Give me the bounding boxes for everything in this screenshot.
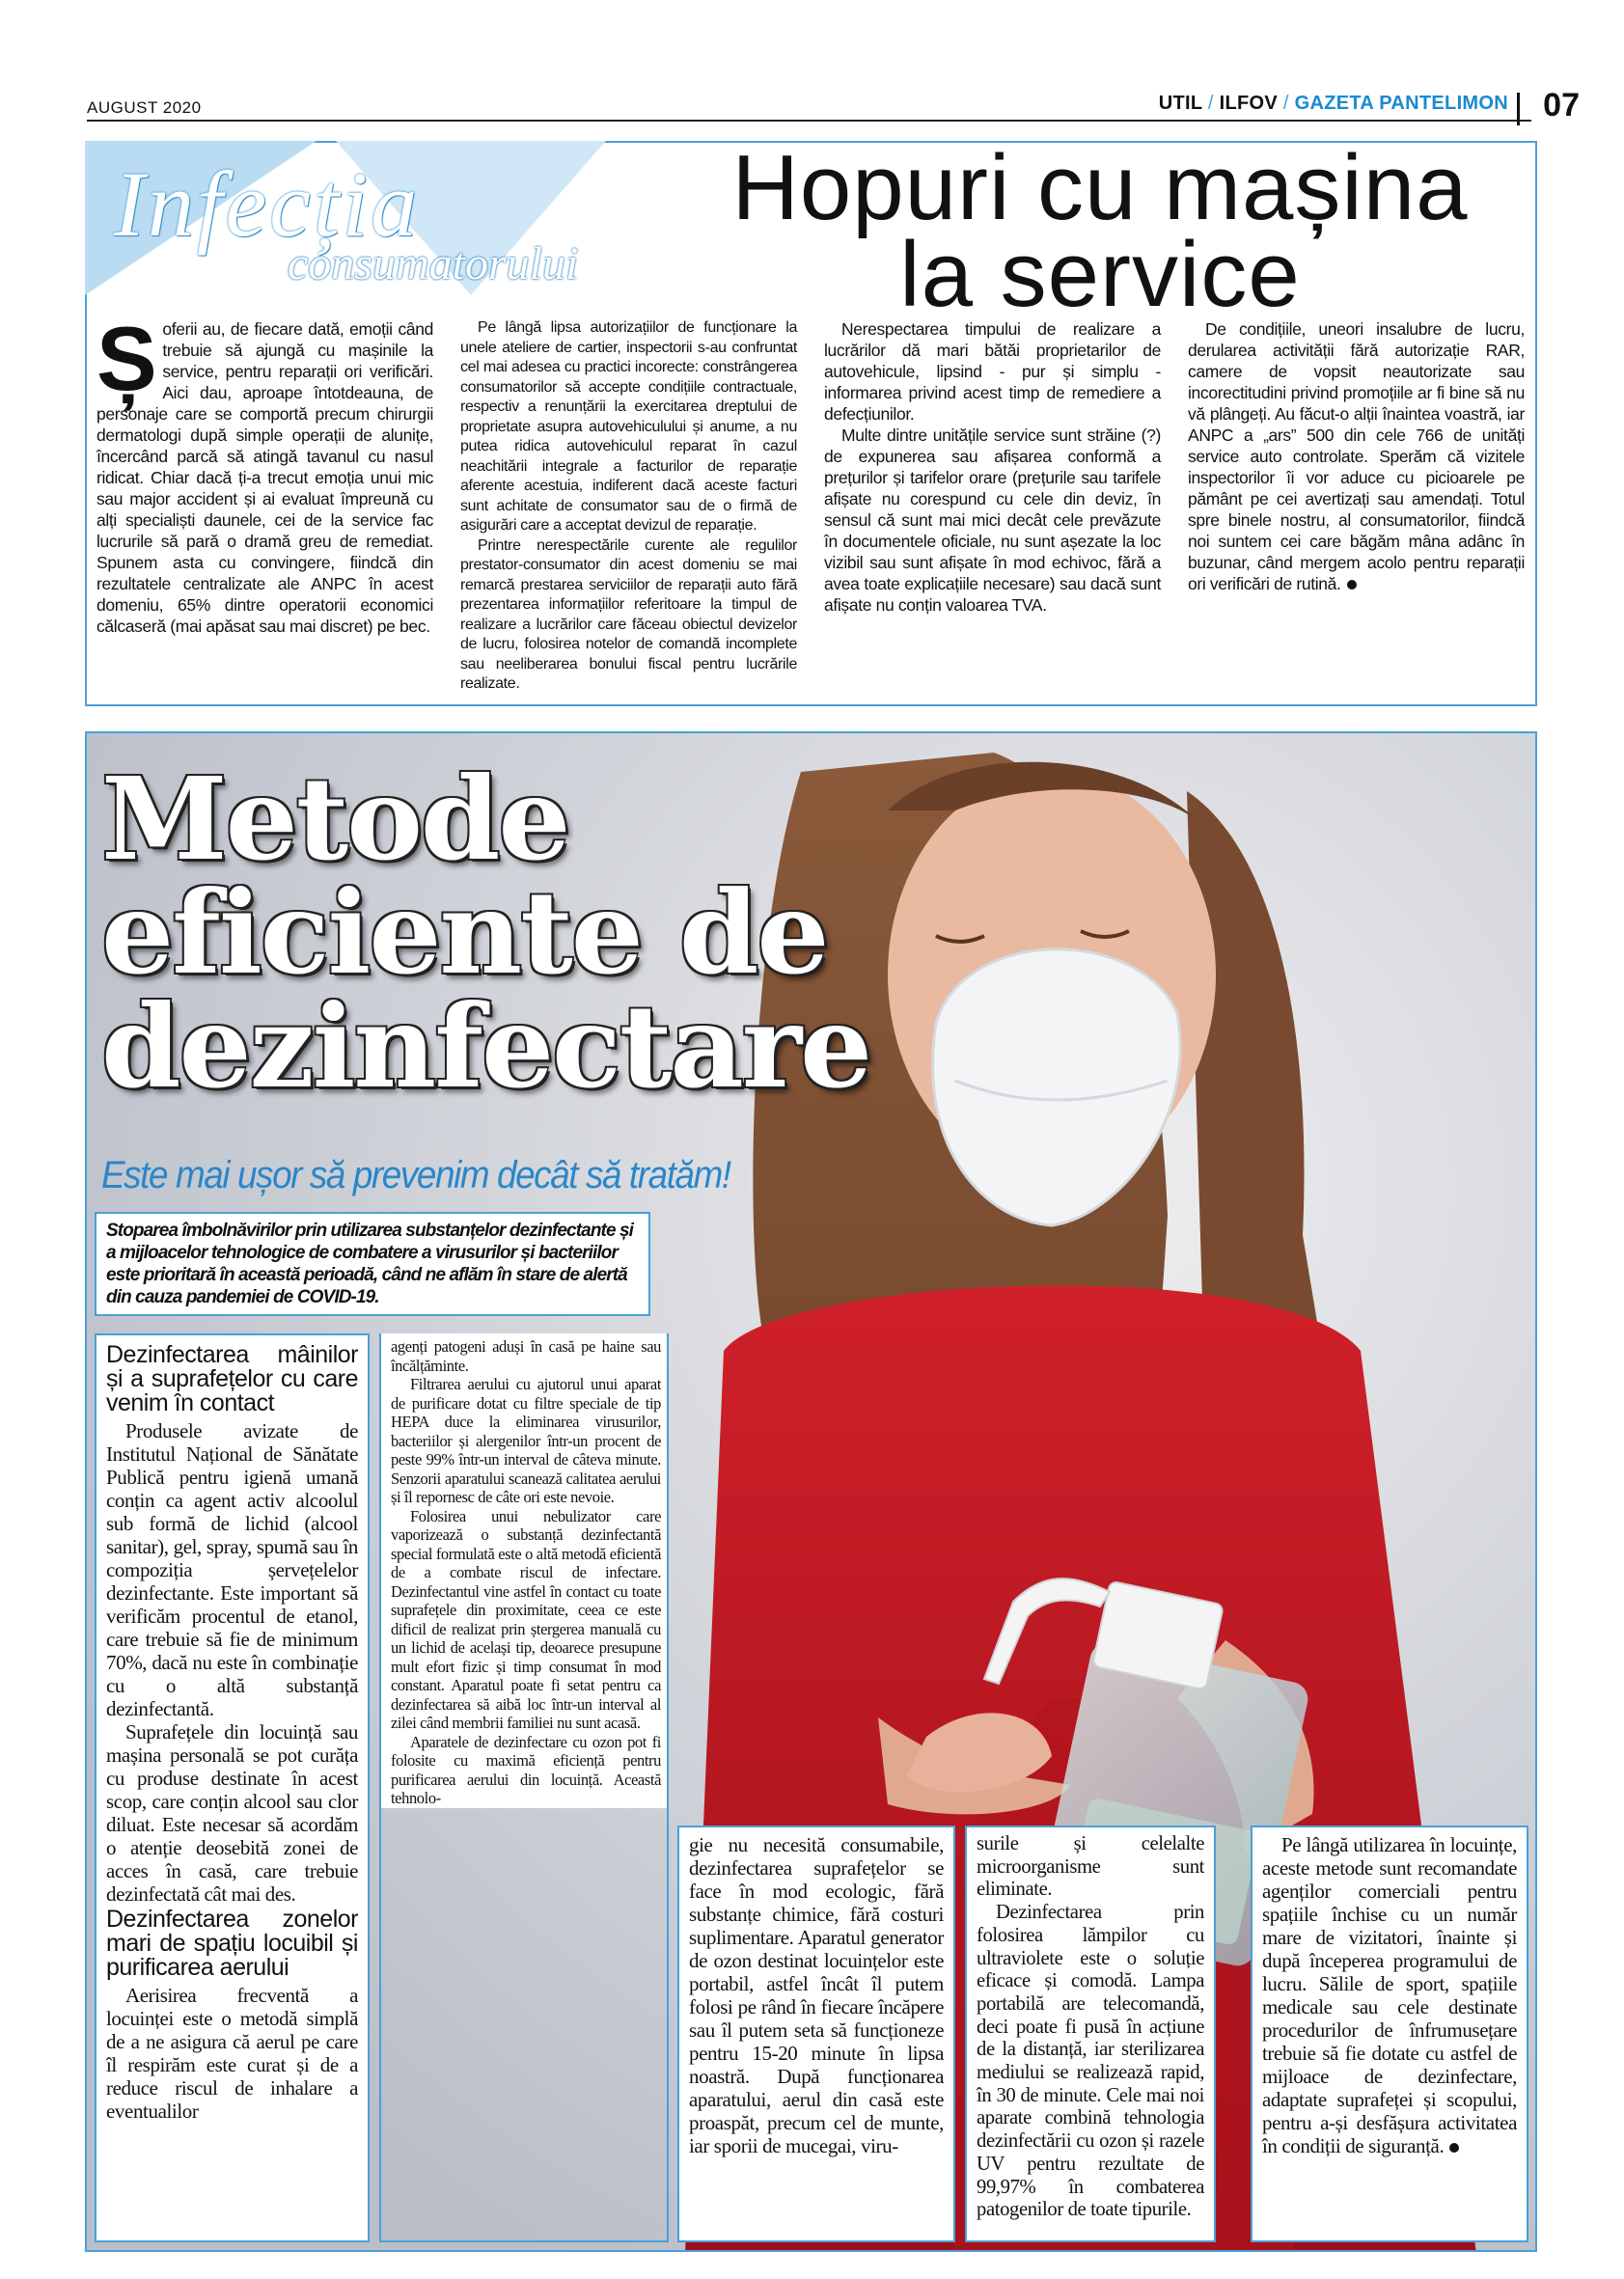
article1-column bbox=[460, 318, 797, 700]
article1-column bbox=[1188, 318, 1525, 700]
article2-column bbox=[95, 1333, 370, 2242]
publication-name: GAZETA PANTELIMON bbox=[1294, 93, 1508, 114]
article2-column bbox=[677, 1826, 955, 2242]
article1-paragraph: Pe lângă lipsa autorizațiilor de funcționare la unele ateliere de cartier, inspectorii s-au confruntat cel mai adesea cu practici incorecte: constrângerea consumatorilor să accepte condițiile contractuale, respectiv a renunțării la exercitarea dreptului de proprietate asupra autovehiculului și anume, a nu putea ridica autovehiculul reparat în cazul neachitării integrale a facturilor de reparație aferente acestuia, indiferent dacă aceste facturi sunt achitate de consumator sau de o firmă de asigurări care a acceptat devizul de reparație. bbox=[460, 319, 797, 534]
article2-paragraph: gie nu necesită consumabile, dezinfectarea suprafețelor se face în mod ecologic, fără substanțe chimice, fără costuri suplimentare. Aparatul generator de ozon destinat locuințelor este portabil, astfel încât îl putem folosi pe rând în fiecare încăpere sau îl putem seta să funcționeze pentru 15-20 minute în lipsa noastră. După funcționarea aparatului, aerul din casă este proaspăt, precum cel de munte, iar sporii de mucegai, viru- bbox=[689, 1833, 944, 2157]
article2-subtitle: Este mai ușor să prevenim decât să tratăm! bbox=[101, 1154, 730, 1196]
header-rule bbox=[87, 120, 1531, 122]
article2-paragraph: Aerisirea frecventă a locuinței este o metodă simplă de a ne asigura că aerul pe care îl respirăm este curat și de a reduce riscul de inhalare a eventualilor bbox=[106, 1984, 358, 2123]
article2-paragraph: Suprafețele din locuință sau mașina personală se pot curăța cu produse destinate în acest scop, care conțin alcool sau clor diluat. Este necesar să acordăm o atenție deosebită zonei de acces în casă, care trebuie dezinfectată cât mai des. bbox=[106, 1720, 358, 1906]
section-breadcrumb bbox=[1159, 93, 1508, 115]
article1-title-line: Hopuri cu mașina bbox=[731, 136, 1469, 239]
article2-paragraph: Folosirea unui nebulizator care vaporizează o substanță dezinfectantă special formulată este o altă metodă eficientă de a combate riscul de infectare. Dezinfectantul vine astfel în contact cu toate suprafețele din proximitate, ceea ce este dificil de realizat prin ștergerea manuală cu un lichid de același tip, deoarece presupune mult efort fizic și timp consumat în mod constant. Aparatul poate fi setat pentru ca dezinfectarea să aibă loc într-un interval al zilei când membrii familiei nu sunt acasă. bbox=[391, 1506, 661, 1732]
article1-paragraph: Nerespectarea timpului de realizare a lucrărilor dă mari bătăi proprietarilor de autovehicule, lipsind - pur și simplu - informarea privind acest timp de remediere a defecțiunilor. bbox=[824, 319, 1161, 424]
section-heading: Dezinfectarea mâinilor și a suprafețelor cu care venim în contact bbox=[106, 1341, 358, 1416]
drop-cap: Ș bbox=[96, 308, 157, 409]
article1-title-line: la service bbox=[899, 223, 1301, 326]
rubric-title: Infecția bbox=[114, 152, 421, 256]
breadcrumb-separator: / bbox=[1207, 93, 1214, 114]
section-ilfov: ILFOV bbox=[1219, 93, 1279, 114]
article2-column bbox=[1251, 1826, 1528, 2242]
rubric-subtitle: consumatorului bbox=[288, 238, 579, 289]
article1-title bbox=[675, 136, 1525, 326]
article2-column bbox=[965, 1826, 1216, 2242]
article1-column bbox=[96, 308, 433, 700]
article2-paragraph: Aparatele de dezinfectare cu ozon pot fi folosite cu maximă eficiență pentru purificarea aerului din locuință. Această tehnolo- bbox=[391, 1732, 661, 1807]
article2-title bbox=[101, 752, 871, 1113]
article2-title-line: eficiente de bbox=[101, 865, 828, 1000]
article2-paragraph: Filtrarea aerului cu ajutorul unui aparat de purificare dotat cu filtre speciale de tip HEPA duce la eliminarea virusurilor, bacteriilor și alergenilor într-un procent de peste 99% într-un interval de câteva minute. Senzorii aparatului scanează calitatea aerului și îl repornesc de câte ori este nevoie. bbox=[391, 1375, 661, 1506]
rubric-banner bbox=[85, 141, 712, 295]
breadcrumb-separator: / bbox=[1282, 93, 1289, 114]
article2-paragraph: Dezinfectarea prin folosirea lămpilor cu ultraviolete este o soluție eficace și comodă. Lampa portabilă are telecomandă, deci poate fi pusă în acțiune de la distanță, iar sterilizarea mediului se realizează rapid, în 30 de minute. Cele mai noi aparate combină tehnologia dezinfectării cu ozon și razele UV pentru rezultate de 99,97% în combaterea patogenilor de toate tipurile. bbox=[977, 1902, 1204, 2221]
article1-body bbox=[96, 308, 1525, 700]
article1-paragraph: Șoferii au, de fiecare dată, emoții când trebuie să ajungă cu mașinile la service, pentru reparații ori verificări. Aici dau, aproape întotdeauna, de personaje care se comportă precum chirurgii dermatologi după simple operații de alunițe, încercând parcă să atingă tavanul cu nasul ridicat. Chiar dacă ți-a trecut emoția unui mic sau major accident și ai evaluat împreună cu alți specialiști daunele, cei de la service fac lucrurile să pară o dramă greu de remediat. Spunem asta cu convingere, fiindcă din rezultatele centralizate ale ANPC în acest domeniu, 65% dintre operatorii economici călcaseră (mai apăsat sau mai discret) pe bec. bbox=[96, 308, 433, 636]
article2-title-line: Metode bbox=[101, 752, 569, 886]
article2-paragraph: surile și celelalte microorganisme sunt eliminate. bbox=[977, 1833, 1204, 1901]
section-util: UTIL bbox=[1158, 93, 1203, 114]
article2-lead: Stoparea îmbolnăvirilor prin utilizarea substanțelor dezinfectante și a mijloacelor tehnologice de combatere a virusurilor și bacteriilor este prioritară în această perioadă, când ne aflăm în stare de alertă din cauza pandemiei de COVID-19. bbox=[95, 1212, 650, 1316]
issue-date: AUGUST 2020 bbox=[87, 98, 202, 117]
article2-paragraph: Pe lângă utilizarea în locuințe, aceste metode sunt recomandate agenților comerciali pentru spațiile închise cu un număr mare de vizitatori, înainte și după începerea programului de lucru. Sălile de sport, spațiile medicale sau cele destinate procedurilor de înfrumusețare trebuie să fie dotate cu astfel de mijloace de dezinfectare, adaptate suprafeței și scopului, pentru a-și desfășura activitatea în condiții de siguranță. bbox=[1262, 1833, 1517, 2157]
end-mark-icon bbox=[1449, 2143, 1459, 2153]
article1-paragraph: Printre nerespectările curente ale regulilor prestator-consumator din acest domeniu se mai remarcă prestarea serviciilor de reparații auto fără prezentarea informațiilor referitoare la timpul de realizare a lucrărilor care făceau obiectul devizelor de lucru, folosirea notelor de comandă incomplete sau neeliberarea bonului fiscal pentru lucrările realizate. bbox=[460, 536, 797, 692]
article2-column bbox=[381, 1333, 667, 1816]
page-number: 07 bbox=[1543, 87, 1580, 124]
end-mark-icon bbox=[1347, 580, 1357, 590]
section-heading: Dezinfectarea zonelor mari de spațiu locuibil și purificarea aerului bbox=[106, 1906, 358, 1981]
article1-paragraph: De condițiile, uneori insalubre de lucru, derularea activității fără autorizație RAR, camere de vopsit neautorizate sau incorectitudini privind promoțiile ar fi bine să nu vă plângeți. Au făcut-o alții înaintea voastră, iar ANPC a „ars” 500 din cele 766 de unități service auto controlate. Sperăm că vizitele inspectorilor îi vor aduce cu picioarele pe pământ pe cei avertizați sau amendați. Totul spre binele nostru, al consumatorilor, fiindcă noi suntem cei care băgăm mâna adânc în buzunar, când mergem acolo pentru reparații ori verificări de rutină. bbox=[1188, 319, 1525, 593]
article2-paragraph: Produsele avizate de Institutul Național de Sănătate Publică pentru igienă umană conțin ca agent activ alcoolul sub formă de lichid (alcool sanitar), gel, spray, spumă sau în compoziția șervețelelor dezinfectante. Este important să verificăm procentul de etanol, care trebuie să fie de minimum 70%, dacă nu este în combinație cu o altă substanță dezinfectantă. bbox=[106, 1419, 358, 1720]
article1-paragraph: Multe dintre unitățile service sunt străine (?) de expunerea sau afișarea conformă a prețurilor și tarifelor orare (prețurile sau tarifele afișate nu corespund cu cele din deviz, în sensul că sunt mai mici decât cele prevăzute în documentele oficiale, nu sunt așezate la loc vizibil sau sunt afișate în mod echivoc, fără a avea toate explicațiile necesare) sau dacă sunt afișate nu conțin valoarea TVA. bbox=[824, 426, 1161, 615]
header-divider bbox=[1517, 93, 1520, 125]
article1-column bbox=[824, 318, 1161, 700]
article2-title-line: dezinfectare bbox=[101, 979, 871, 1113]
article2-paragraph: agenți patogeni aduși în casă pe haine sau încălțăminte. bbox=[391, 1337, 661, 1375]
